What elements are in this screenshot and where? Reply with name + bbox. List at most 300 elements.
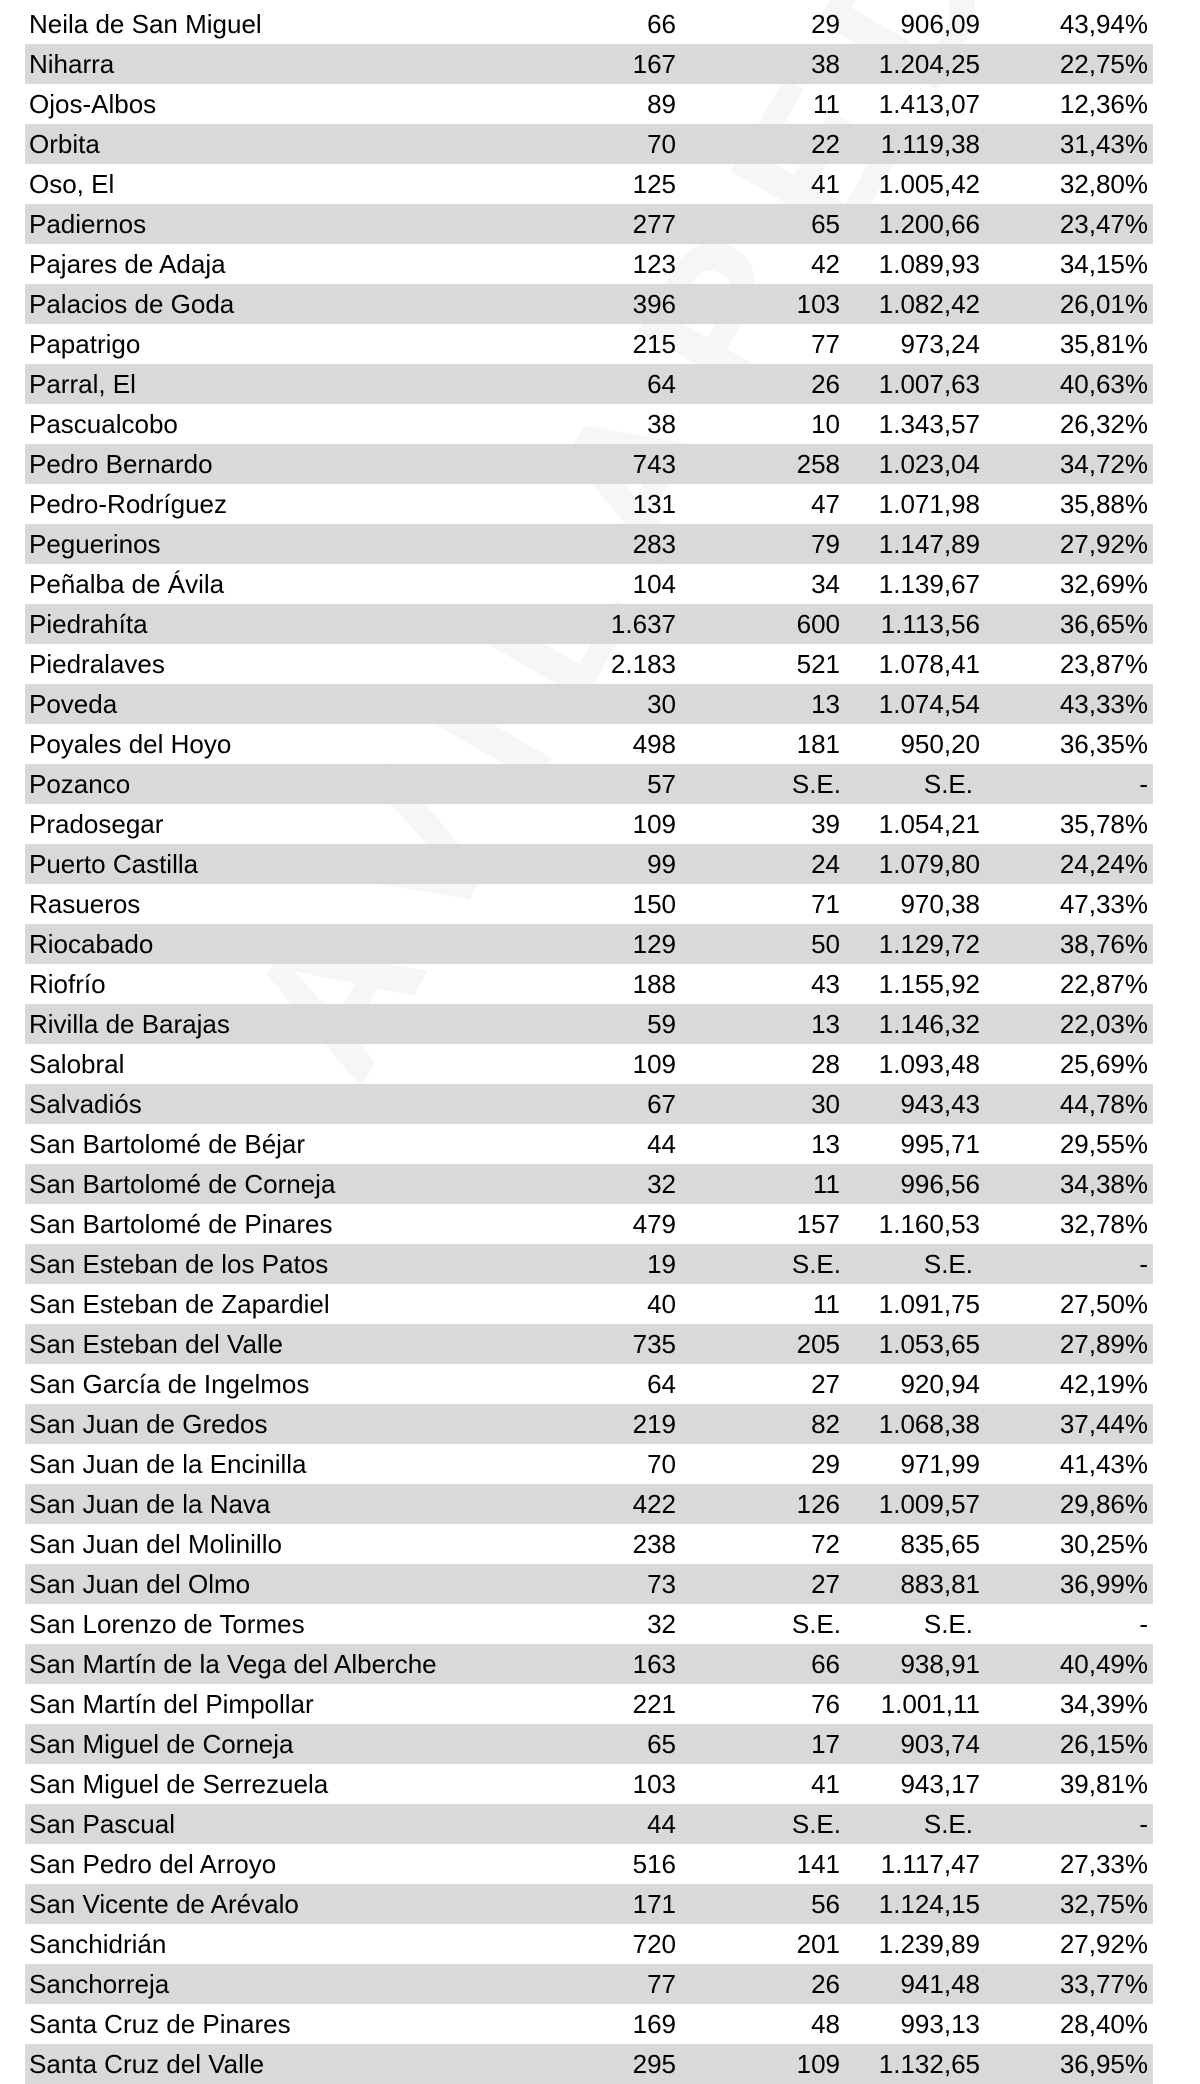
col-d-percentage: 32,69%: [1059, 569, 1148, 599]
col-b-value: 41: [811, 1769, 840, 1799]
col-b-value: 11: [813, 89, 840, 119]
table-row: [25, 44, 1153, 84]
col-d-percentage: 42,19%: [1059, 1369, 1148, 1399]
municipality-name: Riofrío: [29, 969, 106, 999]
col-d-percentage: 24,24%: [1059, 849, 1148, 879]
col-c-value: 993,13: [900, 2009, 980, 2039]
municipality-name: San Bartolomé de Pinares: [29, 1209, 333, 1239]
col-a-value: 219: [632, 1409, 676, 1439]
table-row: [25, 1884, 1153, 1924]
municipality-name: San Juan del Olmo: [29, 1569, 251, 1599]
col-a-value: 65: [647, 1729, 676, 1759]
col-b-value: 34: [811, 569, 840, 599]
table-row: [25, 1204, 1153, 1244]
col-d-percentage: 29,55%: [1059, 1129, 1148, 1159]
col-d-percentage: 23,87%: [1059, 649, 1148, 679]
col-d-percentage: 35,88%: [1059, 489, 1148, 519]
col-b-value: 103: [796, 289, 840, 319]
col-b-value: 157: [796, 1209, 840, 1239]
col-a-value: 109: [632, 809, 676, 839]
col-a-value: 516: [632, 1849, 676, 1879]
col-d-percentage: -: [1139, 769, 1148, 799]
col-c-value: 1.117,47: [880, 1849, 980, 1879]
municipality-name: Niharra: [29, 49, 115, 79]
col-c-value: 941,48: [900, 1969, 980, 1999]
table-row: [25, 1844, 1153, 1884]
col-c-value: 1.413,07: [878, 89, 980, 119]
col-c-value: 835,65: [900, 1529, 980, 1559]
municipality-name: San Bartolomé de Béjar: [29, 1129, 306, 1159]
col-d-percentage: 40,63%: [1059, 369, 1148, 399]
col-c-value: S.E.: [923, 1809, 973, 1839]
col-a-value: 169: [632, 2009, 676, 2039]
municipality-name: San Juan de la Nava: [29, 1489, 271, 1519]
col-b-value: S.E.: [791, 1249, 841, 1279]
table-row: [25, 1964, 1153, 2004]
municipality-name: Neila de San Miguel: [29, 9, 262, 39]
table-row: [25, 564, 1153, 604]
col-a-value: 73: [647, 1569, 676, 1599]
col-b-value: S.E.: [791, 1809, 841, 1839]
col-d-percentage: 27,50%: [1059, 1289, 1148, 1319]
col-d-percentage: 44,78%: [1059, 1089, 1148, 1119]
col-a-value: 66: [647, 9, 676, 39]
table-row: [25, 1484, 1153, 1524]
col-d-percentage: 43,33%: [1059, 689, 1148, 719]
table-row: [25, 84, 1153, 124]
municipality-name: Oso, El: [29, 169, 115, 199]
col-a-value: 2.183: [610, 649, 676, 679]
municipality-name: Parral, El: [29, 369, 136, 399]
col-a-value: 57: [647, 769, 676, 799]
table-row: [25, 524, 1153, 564]
col-d-percentage: 25,69%: [1059, 1049, 1148, 1079]
col-b-value: 201: [796, 1929, 840, 1959]
table-row: [25, 684, 1153, 724]
col-c-value: 1.068,38: [878, 1409, 980, 1439]
col-b-value: 27: [811, 1569, 840, 1599]
col-d-percentage: 41,43%: [1059, 1449, 1148, 1479]
col-a-value: 498: [632, 729, 676, 759]
table-row: [25, 924, 1153, 964]
municipality-name: San Pedro del Arroyo: [29, 1849, 277, 1879]
col-d-percentage: 43,94%: [1059, 9, 1148, 39]
col-c-value: S.E.: [923, 769, 973, 799]
municipality-name: Santa Cruz de Pinares: [29, 2009, 291, 2039]
col-b-value: 39: [811, 809, 840, 839]
table-row: [25, 764, 1153, 804]
table-row: [25, 1764, 1153, 1804]
municipality-name: Poveda: [29, 689, 118, 719]
table-row: [25, 1244, 1153, 1284]
municipality-name: San Esteban del Valle: [29, 1329, 283, 1359]
col-d-percentage: 26,15%: [1059, 1729, 1148, 1759]
col-a-value: 19: [647, 1249, 676, 1279]
municipality-name: San Martín de la Vega del Alberche: [29, 1649, 437, 1679]
col-c-value: 1.239,89: [878, 1929, 980, 1959]
col-a-value: 67: [647, 1089, 676, 1119]
col-c-value: 1.343,57: [878, 409, 980, 439]
col-b-value: 13: [811, 1129, 840, 1159]
col-a-value: 103: [632, 1769, 676, 1799]
col-b-value: 56: [811, 1889, 840, 1919]
col-a-value: 735: [632, 1329, 676, 1359]
col-d-percentage: 36,95%: [1059, 2049, 1148, 2079]
col-d-percentage: 34,72%: [1059, 449, 1148, 479]
col-d-percentage: 32,80%: [1059, 169, 1148, 199]
col-b-value: 76: [811, 1689, 840, 1719]
table-row: [25, 4, 1153, 44]
table-row: [25, 644, 1153, 684]
col-d-percentage: 38,76%: [1059, 929, 1148, 959]
col-a-value: 99: [647, 849, 676, 879]
col-c-value: 943,17: [900, 1769, 980, 1799]
table-row: [25, 484, 1153, 524]
col-a-value: 150: [632, 889, 676, 919]
col-b-value: 66: [811, 1649, 840, 1679]
col-c-value: S.E.: [923, 1609, 973, 1639]
municipality-name: Puerto Castilla: [29, 849, 199, 879]
col-d-percentage: 32,78%: [1059, 1209, 1148, 1239]
col-b-value: 50: [811, 929, 840, 959]
col-b-value: 205: [796, 1329, 840, 1359]
col-a-value: 277: [632, 209, 676, 239]
municipality-name: Pedro-Rodríguez: [29, 489, 227, 519]
col-b-value: 13: [811, 689, 840, 719]
table-row: [25, 164, 1153, 204]
col-d-percentage: 34,39%: [1059, 1689, 1148, 1719]
municipality-name: San Lorenzo de Tormes: [29, 1609, 305, 1639]
col-b-value: 13: [811, 1009, 840, 1039]
col-c-value: 938,91: [900, 1649, 980, 1679]
municipality-name: San Miguel de Serrezuela: [29, 1769, 329, 1799]
col-b-value: 72: [811, 1529, 840, 1559]
col-d-percentage: 35,81%: [1059, 329, 1148, 359]
col-a-value: 167: [632, 49, 676, 79]
col-a-value: 38: [647, 409, 676, 439]
col-a-value: 479: [632, 1209, 676, 1239]
col-c-value: 950,20: [900, 729, 980, 759]
col-d-percentage: 34,38%: [1059, 1169, 1148, 1199]
table-row: [25, 1524, 1153, 1564]
table-row: [25, 1724, 1153, 1764]
municipality-name: Ojos-Albos: [29, 89, 157, 119]
col-b-value: 27: [811, 1369, 840, 1399]
col-a-value: 64: [647, 1369, 676, 1399]
col-d-percentage: 35,78%: [1059, 809, 1148, 839]
col-c-value: 883,81: [900, 1569, 980, 1599]
col-a-value: 64: [647, 369, 676, 399]
municipality-name: San Martín del Pimpollar: [29, 1689, 314, 1719]
col-d-percentage: 37,44%: [1059, 1409, 1148, 1439]
col-c-value: 1.124,15: [878, 1889, 980, 1919]
col-d-percentage: 47,33%: [1059, 889, 1148, 919]
municipality-name: Pajares de Adaja: [29, 249, 226, 279]
municipality-name: Piedralaves: [29, 649, 165, 679]
col-a-value: 396: [632, 289, 676, 319]
col-b-value: 11: [813, 1289, 840, 1319]
table-row: [25, 284, 1153, 324]
col-d-percentage: -: [1139, 1249, 1148, 1279]
col-c-value: 1.089,93: [878, 249, 980, 279]
col-d-percentage: 22,75%: [1059, 49, 1148, 79]
col-b-value: 521: [796, 649, 840, 679]
municipality-name: Piedrahíta: [29, 609, 148, 639]
col-b-value: 65: [811, 209, 840, 239]
col-a-value: 743: [632, 449, 676, 479]
table-row: [25, 244, 1153, 284]
col-a-value: 32: [647, 1609, 676, 1639]
col-c-value: 1.146,32: [878, 1009, 980, 1039]
municipality-table: [25, 4, 1153, 2084]
table-row: [25, 1444, 1153, 1484]
municipality-name: Sanchidrián: [29, 1929, 167, 1959]
col-c-value: 1.074,54: [878, 689, 980, 719]
municipality-name: Riocabado: [29, 929, 154, 959]
col-c-value: 1.054,21: [878, 809, 980, 839]
col-b-value: 82: [811, 1409, 840, 1439]
col-c-value: 943,43: [900, 1089, 980, 1119]
col-c-value: 1.079,80: [878, 849, 980, 879]
table-row: [25, 444, 1153, 484]
municipality-name: Peñalba de Ávila: [29, 569, 225, 599]
col-d-percentage: 36,35%: [1059, 729, 1148, 759]
col-d-percentage: 40,49%: [1059, 1649, 1148, 1679]
col-b-value: 181: [796, 729, 840, 759]
col-d-percentage: 26,01%: [1059, 289, 1148, 319]
table-row: [25, 884, 1153, 924]
municipality-name: San Juan del Molinillo: [29, 1529, 282, 1559]
table-row: [25, 1044, 1153, 1084]
col-a-value: 131: [632, 489, 676, 519]
col-a-value: 40: [647, 1289, 676, 1319]
col-d-percentage: 33,77%: [1059, 1969, 1148, 1999]
col-c-value: 1.082,42: [878, 289, 980, 319]
municipality-name: San Bartolomé de Corneja: [29, 1169, 336, 1199]
table-row: [25, 1124, 1153, 1164]
col-c-value: 1.005,42: [878, 169, 980, 199]
col-b-value: 26: [811, 369, 840, 399]
col-b-value: 24: [811, 849, 840, 879]
municipality-name: Padiernos: [29, 209, 147, 239]
col-a-value: 720: [632, 1929, 676, 1959]
col-a-value: 89: [647, 89, 676, 119]
col-c-value: 906,09: [900, 9, 980, 39]
col-c-value: 1.113,56: [880, 609, 980, 639]
table-row: [25, 1004, 1153, 1044]
col-b-value: 77: [811, 329, 840, 359]
municipality-name: San García de Ingelmos: [29, 1369, 310, 1399]
col-d-percentage: 27,33%: [1059, 1849, 1148, 1879]
municipality-name: Pradosegar: [29, 809, 164, 839]
table-row: [25, 2004, 1153, 2044]
col-b-value: 38: [811, 49, 840, 79]
col-d-percentage: 36,65%: [1059, 609, 1148, 639]
col-b-value: 41: [811, 169, 840, 199]
col-a-value: 422: [632, 1489, 676, 1519]
col-d-percentage: 27,92%: [1059, 529, 1148, 559]
col-b-value: 30: [811, 1089, 840, 1119]
col-d-percentage: 12,36%: [1059, 89, 1148, 119]
col-c-value: 1.129,72: [878, 929, 980, 959]
municipality-name: Santa Cruz del Valle: [29, 2049, 265, 2079]
col-c-value: 1.139,67: [878, 569, 980, 599]
col-a-value: 125: [632, 169, 676, 199]
col-c-value: 920,94: [900, 1369, 980, 1399]
col-a-value: 30: [647, 689, 676, 719]
col-a-value: 163: [632, 1649, 676, 1679]
col-b-value: 10: [811, 409, 840, 439]
municipality-name: Rivilla de Barajas: [29, 1009, 230, 1039]
col-b-value: 26: [811, 1969, 840, 1999]
municipality-name: Peguerinos: [29, 529, 161, 559]
col-a-value: 44: [647, 1129, 676, 1159]
municipality-name: Pozanco: [29, 769, 131, 799]
col-b-value: 48: [811, 2009, 840, 2039]
col-c-value: 970,38: [900, 889, 980, 919]
col-c-value: 1.023,04: [878, 449, 980, 479]
col-b-value: 47: [811, 489, 840, 519]
col-c-value: 1.007,63: [878, 369, 980, 399]
table-row: [25, 804, 1153, 844]
table-row: [25, 124, 1153, 164]
table-row: [25, 1924, 1153, 1964]
col-c-value: 1.132,65: [878, 2049, 980, 2079]
col-b-value: 109: [796, 2049, 840, 2079]
table-row: [25, 1404, 1153, 1444]
col-a-value: 109: [632, 1049, 676, 1079]
municipality-name: Pedro Bernardo: [29, 449, 213, 479]
col-a-value: 77: [647, 1969, 676, 1999]
col-c-value: 1.147,89: [878, 529, 980, 559]
col-d-percentage: 26,32%: [1059, 409, 1148, 439]
table-row: [25, 2044, 1153, 2084]
col-b-value: 29: [811, 9, 840, 39]
municipality-name: San Juan de Gredos: [29, 1409, 268, 1439]
table-row: [25, 204, 1153, 244]
col-c-value: 1.071,98: [878, 489, 980, 519]
col-d-percentage: 22,87%: [1059, 969, 1148, 999]
col-b-value: 42: [811, 249, 840, 279]
municipality-name: San Miguel de Corneja: [29, 1729, 294, 1759]
col-a-value: 215: [632, 329, 676, 359]
municipality-name: San Esteban de Zapardiel: [29, 1289, 330, 1319]
col-b-value: 71: [811, 889, 840, 919]
col-a-value: 188: [632, 969, 676, 999]
col-b-value: 22: [811, 129, 840, 159]
col-c-value: S.E.: [923, 1249, 973, 1279]
col-c-value: 996,56: [900, 1169, 980, 1199]
col-c-value: 971,99: [900, 1449, 980, 1479]
table-row: [25, 1364, 1153, 1404]
col-c-value: 1.204,25: [878, 49, 980, 79]
table-row: [25, 1324, 1153, 1364]
table-row: [25, 724, 1153, 764]
col-d-percentage: 36,99%: [1059, 1569, 1148, 1599]
col-d-percentage: 23,47%: [1059, 209, 1148, 239]
col-a-value: 238: [632, 1529, 676, 1559]
col-a-value: 171: [632, 1889, 676, 1919]
col-b-value: 79: [811, 529, 840, 559]
col-c-value: 1.009,57: [878, 1489, 980, 1519]
col-a-value: 59: [647, 1009, 676, 1039]
table-row: [25, 1604, 1153, 1644]
municipality-name: Orbita: [29, 129, 100, 159]
col-b-value: 126: [796, 1489, 840, 1519]
col-c-value: 1.160,53: [878, 1209, 980, 1239]
col-c-value: 903,74: [900, 1729, 980, 1759]
col-d-percentage: 27,89%: [1059, 1329, 1148, 1359]
col-d-percentage: -: [1139, 1609, 1148, 1639]
col-c-value: 1.001,11: [880, 1689, 980, 1719]
col-c-value: 973,24: [900, 329, 980, 359]
municipality-name: Rasueros: [29, 889, 141, 919]
col-a-value: 70: [647, 129, 676, 159]
col-b-value: 141: [796, 1849, 840, 1879]
municipality-name: San Vicente de Arévalo: [29, 1889, 299, 1919]
col-a-value: 44: [647, 1809, 676, 1839]
col-d-percentage: 28,40%: [1059, 2009, 1148, 2039]
col-a-value: 295: [632, 2049, 676, 2079]
table-row: [25, 1284, 1153, 1324]
col-b-value: 43: [811, 969, 840, 999]
table-row: [25, 964, 1153, 1004]
col-d-percentage: 31,43%: [1059, 129, 1148, 159]
col-c-value: 1.093,48: [878, 1049, 980, 1079]
table-row: [25, 324, 1153, 364]
col-a-value: 129: [632, 929, 676, 959]
col-a-value: 70: [647, 1449, 676, 1479]
col-c-value: 1.078,41: [878, 649, 980, 679]
col-a-value: 221: [632, 1689, 676, 1719]
col-a-value: 32: [647, 1169, 676, 1199]
col-b-value: 17: [811, 1729, 840, 1759]
col-d-percentage: 32,75%: [1059, 1889, 1148, 1919]
table-row: [25, 404, 1153, 444]
table-row: [25, 1564, 1153, 1604]
municipality-name: Poyales del Hoyo: [29, 729, 232, 759]
municipality-name: San Pascual: [29, 1809, 175, 1839]
col-b-value: 258: [796, 449, 840, 479]
col-b-value: S.E.: [791, 769, 841, 799]
col-c-value: 1.053,65: [878, 1329, 980, 1359]
table-row: [25, 844, 1153, 884]
table-row: [25, 1164, 1153, 1204]
col-c-value: 995,71: [900, 1129, 980, 1159]
table-row: [25, 1084, 1153, 1124]
col-d-percentage: 27,92%: [1059, 1929, 1148, 1959]
col-a-value: 123: [632, 249, 676, 279]
col-b-value: 29: [811, 1449, 840, 1479]
municipality-name: Salobral: [29, 1049, 125, 1079]
col-b-value: 28: [811, 1049, 840, 1079]
table-row: [25, 1804, 1153, 1844]
municipality-name: San Juan de la Encinilla: [29, 1449, 307, 1479]
table-row: [25, 364, 1153, 404]
col-d-percentage: 29,86%: [1059, 1489, 1148, 1519]
col-d-percentage: 30,25%: [1059, 1529, 1148, 1559]
municipality-name: Salvadiós: [29, 1089, 142, 1119]
col-d-percentage: 34,15%: [1059, 249, 1148, 279]
table-row: [25, 1684, 1153, 1724]
col-a-value: 283: [632, 529, 676, 559]
col-c-value: 1.155,92: [878, 969, 980, 999]
municipality-name: Palacios de Goda: [29, 289, 235, 319]
col-a-value: 104: [632, 569, 676, 599]
municipality-name: Sanchorreja: [29, 1969, 170, 1999]
col-d-percentage: 39,81%: [1059, 1769, 1148, 1799]
table-row: [25, 1644, 1153, 1684]
